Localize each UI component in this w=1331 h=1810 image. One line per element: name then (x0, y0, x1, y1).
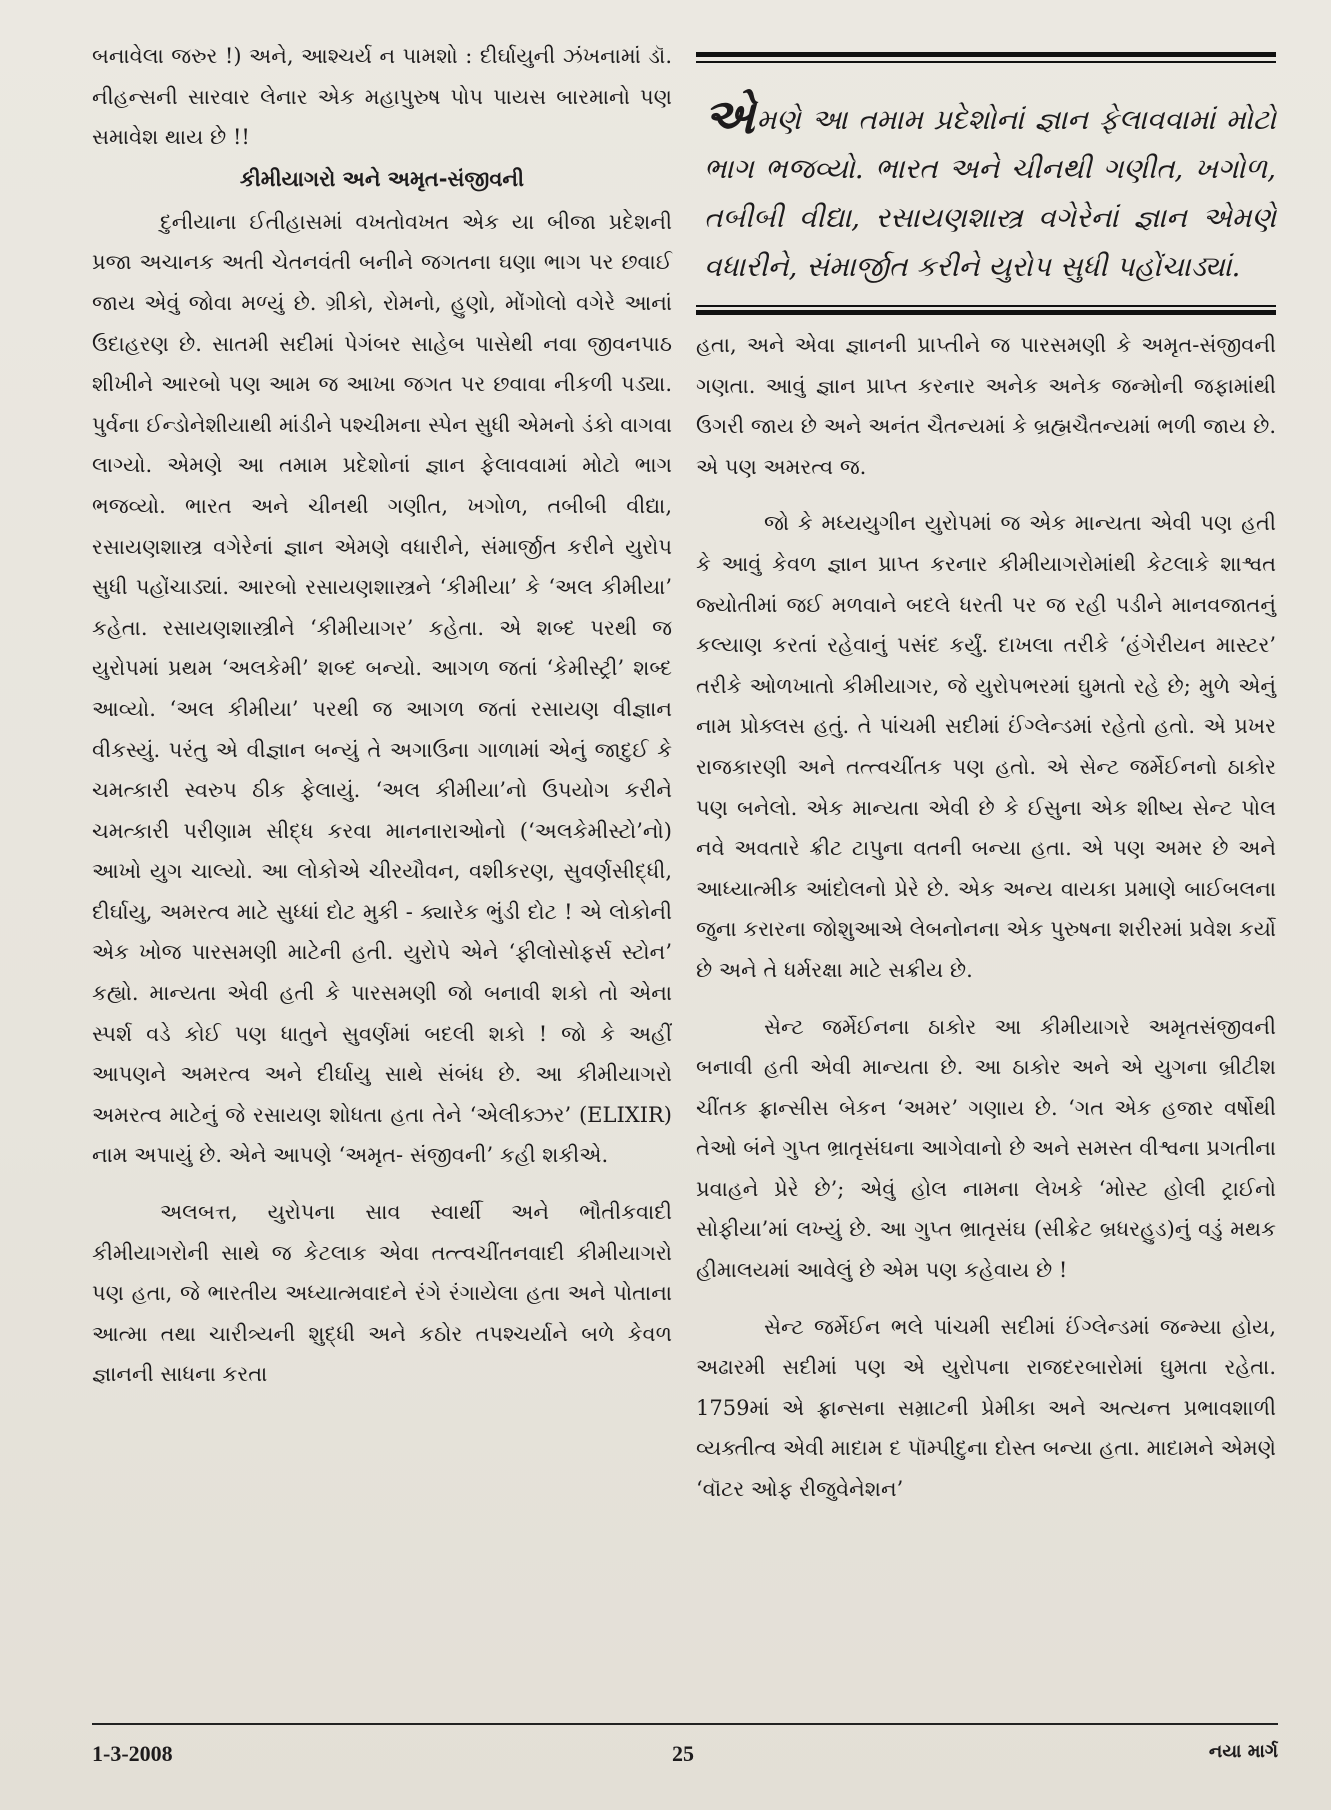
page-number: 25 (672, 1741, 694, 1766)
left-paragraph-3: અલબત્ત, યુરોપના સાવ સ્વાર્થી અને ભૌતીકવાદી કીમીયાગરોની સાથે જ કેટલાક એવા તત્ત્વચીંતનવાદી કીમીયાગરો પણ હતા, જે ભારતીય અધ્યાત્મવાદને રંગે રંગાયેલા હતા અને પોતાના આત્મા તથા ચારીત્ર્યની શુદ્ધી અને કઠોર તપશ્ચર્યાને બળે કેવળ જ્ઞાનની સાધના કરતા (92, 1200, 672, 1387)
page-footer (92, 1733, 1278, 1773)
right-paragraph-1: હતા, અને એવા જ્ઞાનની પ્રાપ્તીને જ પારસમણી કે અમૃત-સંજીવની ગણતા. આવું જ્ઞાન પ્રાપ્ત કરનાર અનેક અનેક જન્મોની જફામાંથી ઉગરી જાય છે અને અનંત ચૈતન્યમાં કે બ્રહ્મચૈતન્યમાં ભળી જાય છે. એ પણ અમરત્વ જ. (696, 333, 1276, 479)
pull-quote-bottom-thin-rule (696, 305, 1276, 307)
pull-quote-top-thin-rule (696, 61, 1276, 63)
left-column (92, 36, 672, 1395)
left-paragraph-2: દુનીયાના ઈતીહાસમાં વખતોવખત એક યા બીજા પ્રદેશની પ્રજા અચાનક અતી ચેતનવંતી બનીને જગતના ઘણા ભાગ પર છવાઈ જાય એવું જોવા મળ્યું છે. ગ્રીકો, રોમનો, હુણો, મોંગોલો વગેરે આનાં ઉદાહરણ છે. સાતમી સદીમાં પેગંબર સાહેબ પાસેથી નવા જીવનપાઠ શીખીને આરબો પણ આમ જ આખા જગત પર છવાવા નીકળી પડ્યા. પુર્વના ઈન્ડોનેશીયાથી માંડીને પશ્ચીમના સ્પેન સુધી એમનો ડંકો વાગવા લાગ્યો. એમણે આ તમામ પ્રદેશોનાં જ્ઞાન ફેલાવવામાં મોટો ભાગ ભજવ્યો. ભારત અને ચીનથી ગણીત, ખગોળ, તબીબી વીદ્યા, રસાયણશાસ્ત્ર વગેરેનાં જ્ઞાન એમણે વધારીને, સંમાર્જીત કરીને યુરોપ સુધી પહોંચાડ્યાં. આરબો રસાયણશાસ્ત્રને ‘કીમીયા’ કે ‘અલ કીમીયા’ કહેતા. રસાયણશાસ્ત્રીને ‘કીમીયાગર’ કહેતા. એ શબ્દ પરથી જ યુરોપમાં પ્રથમ ‘અલકેમી’ શબ્દ બન્યો. આગળ જતાં ‘કેમીસ્ટ્રી’ શબ્દ આવ્યો. ‘અલ કીમીયા’ પરથી જ આગળ જતાં રસાયણ વીજ્ઞાન વીકસ્યું. પરંતુ એ વીજ્ઞાન બન્યું તે અગાઉના ગાળામાં એનું જાદુઈ કે ચમત્કારી સ્વરુપ ઠીક ફેલાયું. ‘અલ કીમીયા’નો ઉપયોગ કરીને ચમત્કારી પરીણામ સીદ્ધ કરવા માનનારાઓનો (‘અલકેમીસ્ટો’નો) આખો યુગ ચાલ્યો. આ લોકોએ ચીરયૌવન, વશીકરણ, સુવર્ણસીદ્ધી, દીર્ઘાયુ, અમરત્વ માટે સુધ્ધાં દોટ મુકી - ક્યારેક ભુંડી દોટ ! એ લોકોની એક ખોજ પારસમણી માટેની હતી. યુરોપે એને ‘ફીલોસોફર્સ સ્ટોન’ કહ્યો. માન્યતા એવી હતી કે પારસમણી જો બનાવી શકો તો એના સ્પર્શ વડે કોઈ પણ ધાતુને સુવર્ણમાં બદલી શકો ! જો કે અહીં આપણને અમરત્વ અને દીર્ઘાયુ સાથે સંબંધ છે. આ કીમીયાગરો અમરત્વ માટેનું જે રસાયણ શોધતા હતા તેને ‘એલીક્ઝર’ (ELIXIR) નામ અપાયું છે. એને આપણે ‘અમૃત- સંજીવની’ કહી શકીએ. (92, 209, 672, 1168)
footer-rule (92, 1723, 1278, 1725)
pull-quote-bottom-rule (696, 310, 1276, 315)
pull-quote-box (696, 52, 1276, 315)
right-paragraph-2: જો કે મધ્યયુગીન યુરોપમાં જ એક માન્યતા એવી પણ હતી કે આવું કેવળ જ્ઞાન પ્રાપ્ત કરનાર કીમીયાગરોમાંથી કેટલાકે શાશ્વત જ્યોતીમાં જઈ મળવાને બદલે ધરતી પર જ રહી પડીને માનવજાતનું કલ્યાણ કરતાં રહેવાનું પસંદ કર્યું. દાખલા તરીકે ‘હંગેરીયન માસ્ટર’ તરીકે ઓળખાતો કીમીયાગર, જે યુરોપભરમાં ઘુમતો રહે છે; મુળે એનું નામ પ્રોક્લસ હતું. તે પાંચમી સદીમાં ઈંગ્લેન્ડમાં રહેતો હતો. એ પ્રખર રાજકારણી અને તત્ત્વચીંતક પણ હતો. એ સેન્ટ જર્મેઈનનો ઠાકોર પણ બનેલો. એક માન્યતા એવી છે કે ઈસુના એક શીષ્ય સેન્ટ પોલ નવે અવતારે ક્રીટ ટાપુના વતની બન્યા હતા. એ પણ અમર છે અને આધ્યાત્મીક આંદોલનો પ્રેરે છે. એક અન્ય વાયકા પ્રમાણે બાઈબલના જુના કરારના જોશુઆએ લેબનોનના એક પુરુષના શરીરમાં પ્રવેશ કર્યો છે અને તે ધર્મરક્ષા માટે સક્રીય છે. (696, 511, 1276, 982)
footer-date: 1-3-2008 (92, 1741, 173, 1766)
pull-quote-top-rule (696, 52, 1276, 57)
pull-quote-drop-letter: એ (704, 89, 755, 145)
right-column (696, 36, 1276, 1510)
pull-quote (696, 89, 1276, 291)
left-paragraph-1: બનાવેલા જરુર !) અને, આશ્ચર્ય ન પામશો : દીર્ઘાયુની ઝંખનામાં ડૉ. નીહન્સની સારવાર લેનાર એક મહાપુરુષ પોપ પાયસ બારમાનો પણ સમાવેશ થાય છે !! (92, 44, 672, 150)
right-paragraph-4: સેન્ટ જર્મેઈન ભલે પાંચમી સદીમાં ઈંગ્લેન્ડમાં જન્મ્યા હોય, અઢારમી સદીમાં પણ એ યુરોપના રાજદરબારોમાં ઘુમતા રહેતા. 1759માં એ ફ્રાન્સના સમ્રાટની પ્રેમીકા અને અત્યન્ત પ્રભાવશાળી વ્યક્તીત્વ એવી માદામ દ પૉમ્પીદુના દોસ્ત બન્યા હતા. માદામને એમણે ‘વૉટર ઓફ રીજુવેનેશન’ (696, 1314, 1276, 1502)
magazine-name: નયા માર્ગ (1208, 1741, 1278, 1762)
right-paragraph-3: સેન્ટ જર્મેઈનના ઠાકોર આ કીમીયાગરે અમૃતસંજીવની બનાવી હતી એવી માન્યતા છે. આ ઠાકોર અને એ યુગના બ્રીટીશ ચીંતક ફ્રાન્સીસ બેકન ‘અમર’ ગણાય છે. ‘ગત એક હજાર વર્ષોથી તેઓ બંને ગુપ્ત ભ્રાતૃસંઘના આગેવાનો છે અને સમસ્ત વીશ્વના પ્રગતીના પ્રવાહને પ્રેરે છે’; એવું હોલ નામના લેખકે ‘મોસ્ટ હોલી ટ્રાઈનો સોફીયા’માં લખ્યું છે. આ ગુપ્ત ભ્રાતૃસંઘ (સીક્રેટ બ્રધરહુડ)નું વડું મથક હીમાલયમાં આવેલું છે એમ પણ કહેવાય છે ! (696, 1014, 1276, 1283)
pull-quote-text: મણે આ તમામ પ્રદેશોનાં જ્ઞાન ફેલાવવામાં મોટો ભાગ ભજવ્યો. ભારત અને ચીનથી ગણીત, ખગોળ, તબીબી વીદ્યા, રસાયણશાસ્ત્ર વગેરેનાં જ્ઞાન એમણે વધારીને, સંમાર્જીત કરીને યુરોપ સુધી પહોંચાડ્યાં. (704, 103, 1276, 283)
section-heading: કીમીયાગરો અને અમૃત-સંજીવની (239, 166, 525, 191)
